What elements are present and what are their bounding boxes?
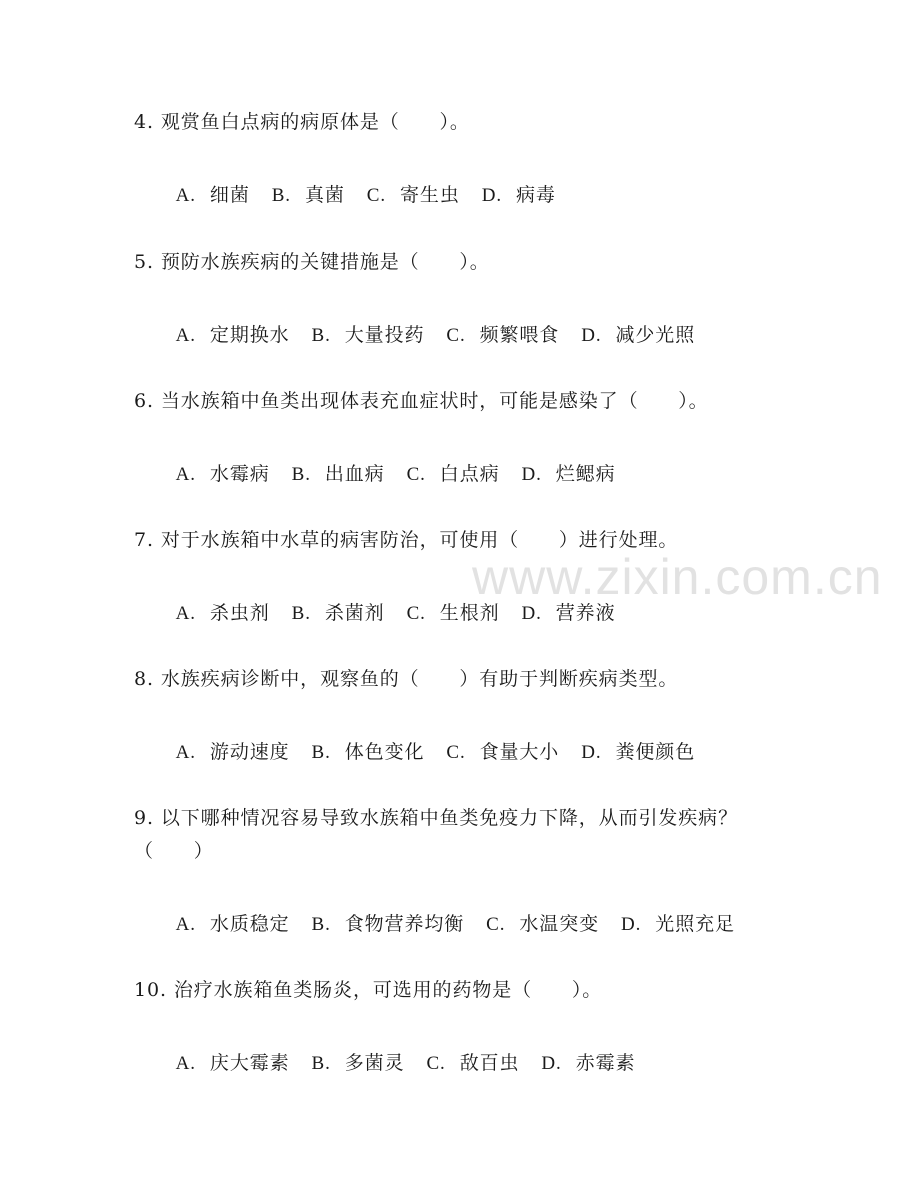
option-text: 水温突变 [519, 913, 600, 935]
option-d [541, 1047, 635, 1080]
option-letter: A. [175, 325, 196, 346]
option-letter: A. [175, 1053, 196, 1074]
option-letter: D. [521, 603, 542, 624]
option-d [581, 319, 695, 352]
option-c [446, 319, 559, 352]
option-letter: D. [581, 325, 602, 346]
option-c [446, 736, 559, 769]
option-letter: C. [406, 603, 426, 624]
option-text: 出血病 [324, 463, 385, 485]
option-letter: C. [366, 185, 387, 206]
option-letter: C. [446, 742, 466, 763]
question-9 [134, 802, 784, 974]
option-text: 杀菌剂 [324, 602, 385, 624]
option-letter: D. [481, 185, 502, 206]
option-b [292, 458, 385, 491]
question-8 [134, 663, 784, 802]
option-letter: B. [291, 603, 311, 624]
option-letter: C. [426, 1053, 446, 1074]
option-letter: D. [581, 742, 602, 763]
option-text: 多菌灵 [344, 1052, 405, 1074]
option-text: 细菌 [209, 184, 250, 206]
option-text: 水质稳定 [209, 913, 290, 935]
question-4 [134, 106, 784, 245]
option-text: 庆大霉素 [209, 1052, 290, 1074]
option-c [367, 179, 460, 212]
option-text: 水霉病 [209, 463, 270, 485]
question-stem: 7. 对于水族箱中水草的病害防治，可使用（ ）进行处理。 [134, 529, 679, 551]
option-b [312, 1047, 405, 1080]
option-text: 体色变化 [344, 741, 425, 763]
option-text: 光照充足 [655, 913, 735, 935]
option-letter: C. [446, 325, 466, 346]
option-text: 食量大小 [479, 741, 560, 763]
option-letter: A. [175, 742, 196, 763]
option-letter: A. [175, 185, 196, 206]
option-a [176, 1047, 290, 1080]
option-text: 敌百虫 [459, 1052, 520, 1074]
option-text: 烂鳃病 [555, 463, 616, 485]
option-text: 大量投药 [344, 324, 425, 346]
option-text: 定期换水 [209, 324, 290, 346]
option-text: 赤霉素 [575, 1052, 636, 1074]
question-stem: 9. 以下哪种情况容易导致水族箱中鱼类免疫力下降，从而引发疾病？（ ） [134, 807, 738, 862]
question-options [134, 1014, 784, 1113]
question-stem: 6. 当水族箱中鱼类出现体表充血症状时，可能是感染了（ ）。 [134, 390, 709, 412]
option-text: 杀虫剂 [209, 602, 270, 624]
question-stem: 8. 水族疾病诊断中，观察鱼的（ ）有助于判断疾病类型。 [134, 668, 679, 690]
option-c [486, 908, 599, 941]
option-a [176, 319, 290, 352]
option-b [312, 908, 465, 941]
option-letter: B. [271, 185, 291, 206]
option-text: 食物营养均衡 [344, 913, 465, 935]
question-6 [134, 385, 784, 524]
question-stem: 5. 预防水族疾病的关键措施是（ ）。 [134, 251, 490, 273]
option-b [272, 179, 345, 212]
question-options [134, 425, 784, 524]
option-a [176, 458, 270, 491]
option-letter: C. [406, 464, 426, 485]
option-c [407, 458, 500, 491]
question-options [134, 875, 784, 974]
option-letter: B. [291, 464, 311, 485]
watermark: www.zixin.com.cn [472, 549, 883, 605]
option-text: 白点病 [439, 463, 500, 485]
option-letter: D. [541, 1053, 562, 1074]
option-text: 营养液 [555, 602, 616, 624]
option-letter: D. [621, 914, 642, 935]
option-letter: A. [175, 464, 196, 485]
question-stem: 4. 观赏鱼白点病的病原体是（ ）。 [134, 111, 470, 133]
question-stem: 10. 治疗水族箱鱼类肠炎，可选用的药物是（ ）。 [134, 979, 603, 1001]
option-text: 真菌 [304, 184, 345, 206]
option-d [581, 736, 695, 769]
option-a [176, 736, 290, 769]
question-options [134, 703, 784, 802]
option-b [312, 736, 425, 769]
option-letter: A. [175, 914, 196, 935]
option-a [176, 908, 290, 941]
option-d [522, 458, 616, 491]
option-a [176, 597, 270, 630]
option-d [482, 179, 556, 212]
option-c [426, 1047, 519, 1080]
option-letter: A. [175, 603, 196, 624]
option-letter: B. [311, 742, 331, 763]
option-b [312, 319, 425, 352]
option-a [176, 179, 250, 212]
option-text: 游动速度 [209, 741, 290, 763]
option-text: 粪便颜色 [615, 741, 696, 763]
option-text: 寄生虫 [400, 184, 460, 206]
option-letter: B. [311, 914, 331, 935]
option-text: 减少光照 [615, 324, 696, 346]
question-5 [134, 246, 784, 385]
option-text: 病毒 [516, 184, 556, 206]
option-letter: B. [311, 325, 331, 346]
question-options [134, 146, 784, 245]
option-text: 生根剂 [439, 602, 500, 624]
option-text: 频繁喂食 [479, 324, 560, 346]
option-letter: C. [486, 914, 506, 935]
option-letter: B. [311, 1053, 331, 1074]
option-letter: D. [521, 464, 542, 485]
option-b [292, 597, 385, 630]
option-d [621, 908, 735, 941]
question-10 [134, 974, 784, 1113]
question-options [134, 286, 784, 385]
